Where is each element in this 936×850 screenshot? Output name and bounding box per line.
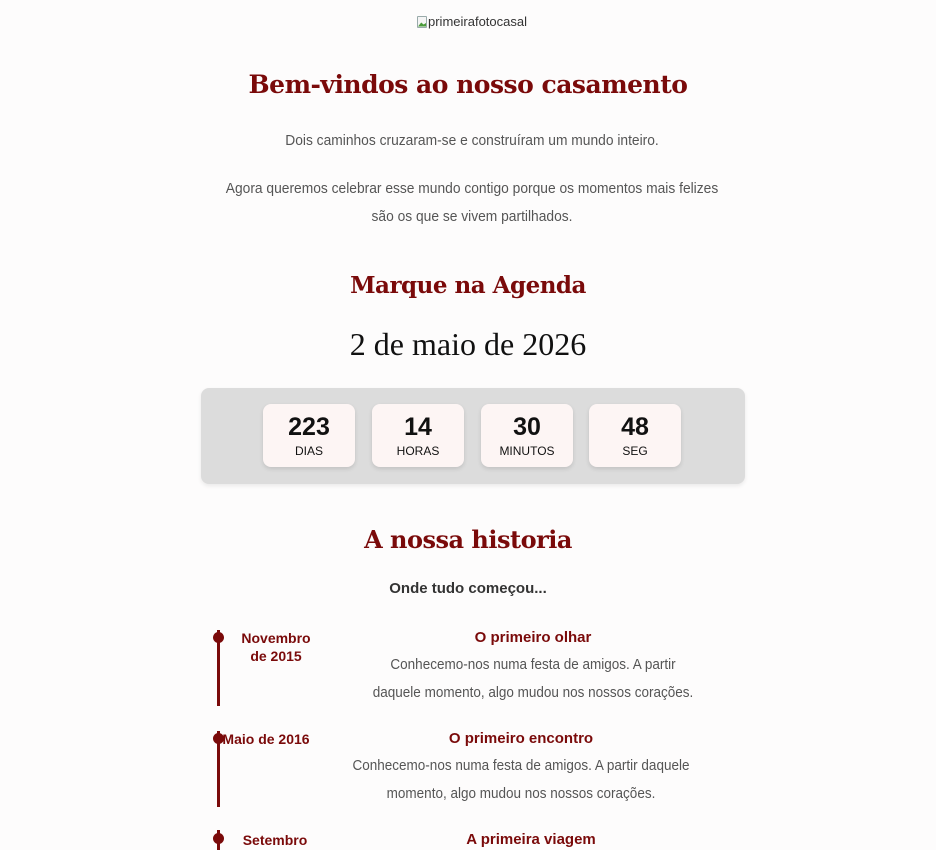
countdown-minutes-label: MINUTOS (499, 444, 555, 458)
timeline-dot-icon (213, 833, 224, 844)
countdown-minutes (481, 404, 573, 467)
timeline-dot-icon (213, 632, 224, 643)
hero-image-alt: primeirafotocasal (428, 14, 527, 29)
countdown-seconds (589, 404, 681, 467)
countdown-minutes-value: 30 (513, 413, 541, 441)
welcome-paragraph-1: Dois caminhos cruzaram-se e construíram um mundo inteiro. (285, 132, 659, 149)
timeline-text: Conhecemo-nos numa festa de amigos. A partir daquele momento, algo mudou nos nossos corações. (372, 656, 694, 701)
timeline-date: Maio de 2016 (222, 731, 310, 747)
countdown-seconds-value: 48 (621, 413, 649, 441)
timeline-title: A primeira viagem (466, 831, 596, 848)
timeline-title: O primeiro olhar (474, 629, 592, 646)
countdown-hours (372, 404, 464, 467)
countdown-timer (201, 388, 745, 484)
countdown-days-value: 223 (288, 413, 330, 441)
story-title: A nossa historia (364, 525, 572, 554)
timeline-text: Conhecemo-nos numa festa de amigos. A partir daquele momento, algo mudou nos nossos corações. (352, 757, 690, 802)
countdown-days-label: DIAS (294, 444, 323, 458)
timeline-date: Novembro de 2015 (241, 630, 311, 664)
countdown-hours-value: 14 (404, 413, 432, 441)
hero-couple-image (417, 14, 527, 29)
countdown-days (263, 404, 355, 467)
countdown-hours-label: HORAS (396, 444, 440, 458)
wedding-date: 2 de maio de 2026 (349, 326, 587, 362)
countdown-seconds-label: SEG (622, 444, 648, 458)
timeline-title: O primeiro encontro (448, 730, 594, 747)
welcome-title: Bem-vindos ao nosso casamento (248, 70, 688, 99)
welcome-paragraph-2: Agora queremos celebrar esse mundo contigo porque os momentos mais felizes são os que se vivem partilhados. (225, 180, 719, 225)
broken-image-icon (417, 16, 427, 28)
agenda-title: Marque na Agenda (350, 272, 586, 299)
story-subtitle: Onde tudo começou... (389, 580, 547, 597)
timeline-date: Setembro (242, 832, 308, 848)
